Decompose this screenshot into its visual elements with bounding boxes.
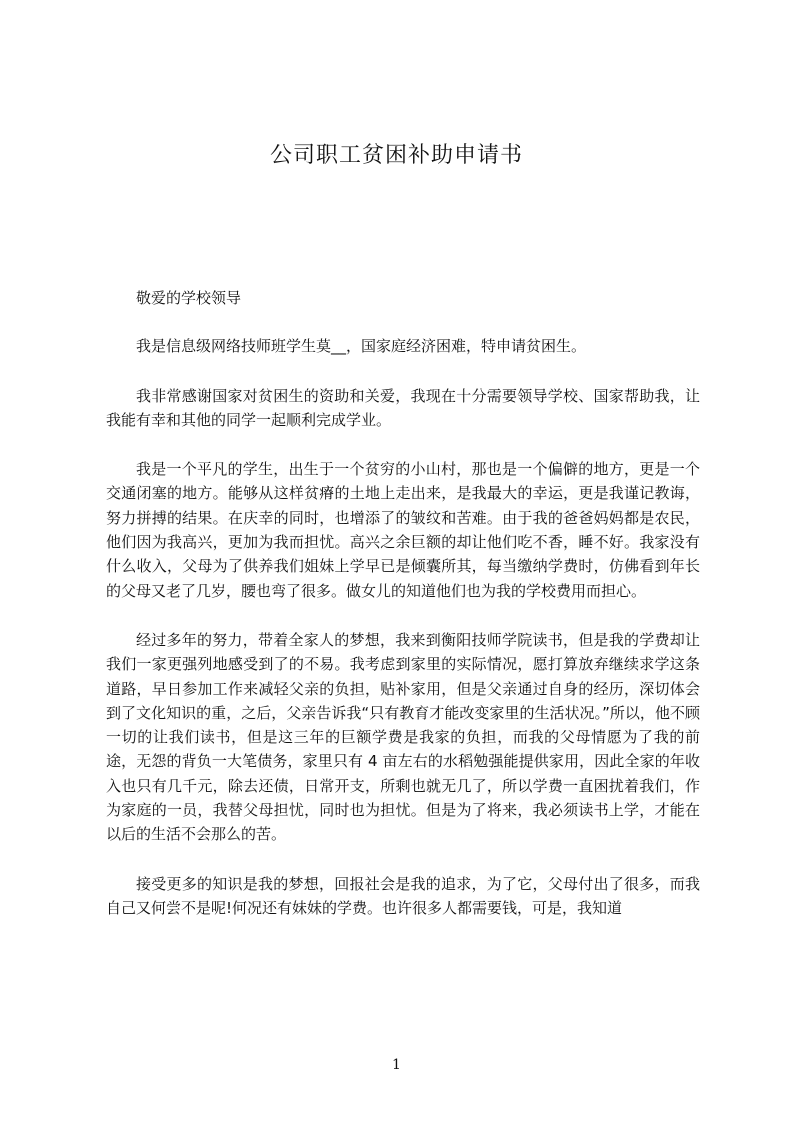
document-title: 公司职工贫困补助申请书 <box>269 143 523 168</box>
paragraph-gratitude: 我非常感谢国家对贫困生的资助和关爱，我现在十分需要领导学校、国家帮助我，让我能有幸和其他的同学一起顺利完成学业。 <box>106 386 700 429</box>
paragraph-background: 我是一个平凡的学生，出生于一个贫穷的小山村，那也是一个偏僻的地方，更是一个交通闭塞的地方。能够从这样贫瘠的土地上走出来，是我最大的幸运，更是我谨记教诲，努力拼搏的结果。在庆幸的同时，也增添了的皱纹和苦难。由于我的爸爸妈妈都是农民，他们因为我高兴，更加为我而担忧。高兴之余巨额的却让他们吃不香，睡不好。我家没有什么收入，父母为了供养我们姐妹上学早已是倾囊所其，每当缴纳学费时，仿佛看到年长的父母又老了几岁，腰也弯了很多。做女儿的知道他们也为我的学校费用而担心。 <box>106 460 700 600</box>
paragraph-aspiration: 接受更多的知识是我的梦想，回报社会是我的追求，为了它，父母付出了很多，而我自己又何尝不是呢!何况还有妹妹的学费。也许很多人都需要钱，可是，我知道 <box>106 874 700 917</box>
page-number: 1 <box>392 1057 401 1073</box>
document-body <box>106 286 700 945</box>
salutation: 敬爱的学校领导 <box>136 289 242 307</box>
paragraph-hardship: 经过多年的努力，带着全家人的梦想，我来到衡阳技师学院读书，但是我的学费却让我们一家更强列地感受到了的不易。我考虑到家里的实际情况，愿打算放弃继续求学这条道路，早日参加工作来减轻父亲的负担，贴补家用，但是父亲通过自身的经历，深切体会到了文化知识的重，之后，父亲告诉我“只有教育才能改变家里的生活状况。”所以，他不顾一切的让我们读书，但是这三年的巨额学费是我家的负担，而我的父母情愿为了我的前途，无怨的背负一大笔债务，家里只有 4 亩左右的水稻勉强能提供家用，因此全家的年收入也只有几千元，除去还债，日常开支，所剩也就无几了，所以学费一直困扰着我们，作为家庭的一员，我替父母担忧，同时也为担忧。但是为了将来，我必须读书上学，才能在以后的生活不会那么的苦。 <box>106 630 700 844</box>
paragraph-intro: 我是信息级网络技师班学生莫__，国家庭经济困难，特申请贫困生。 <box>136 337 587 356</box>
